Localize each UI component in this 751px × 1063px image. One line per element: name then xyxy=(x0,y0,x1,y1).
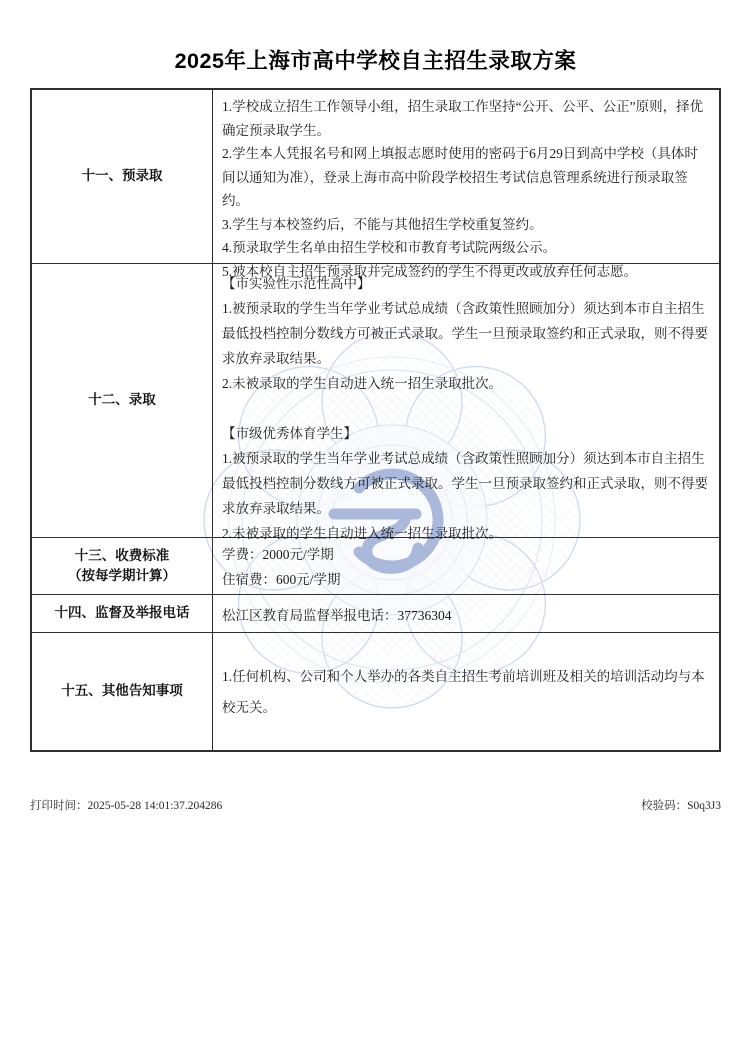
paragraph: 3.学生与本校签约后，不能与其他招生学校重复签约。 xyxy=(222,216,543,232)
table-row-admission xyxy=(32,263,719,541)
row-header-label: 十一、预录取 xyxy=(81,168,163,184)
row-header xyxy=(32,538,213,594)
table-row-pre-admission xyxy=(32,90,719,279)
boarding-fee: 住宿费：600元/学期 xyxy=(222,571,341,587)
paragraph: 4.预录取学生名单由招生学校和市教育考试院两级公示。 xyxy=(222,240,557,255)
doc-table xyxy=(30,88,721,752)
row-header-sublabel: （按每学期计算） xyxy=(68,568,176,583)
row-header-label: 十三、收费标准 xyxy=(74,547,170,563)
row-header-label: 十二、录取 xyxy=(88,392,156,408)
paragraph: 1.被预录取的学生当年学业考试总成绩（含政策性照顾加分）须达到本市自主招生最低投档控制分数线方可被正式录取。学生一旦预录取签约和正式录取，则不得要求放弃录取结果。 xyxy=(222,451,708,516)
row-header xyxy=(32,90,213,263)
row-content xyxy=(213,538,719,594)
row-content xyxy=(213,90,719,279)
paragraph: 2.未被录取的学生自动进入统一招生录取批次。 xyxy=(222,376,503,391)
paragraph: 1.任何机构、公司和个人举办的各类自主招生考前培训班及相关的培训活动均与本校无关。 xyxy=(222,669,705,715)
checksum: 校验码：S0q3J3 xyxy=(641,800,721,812)
tuition-fee: 学费：2000元/学期 xyxy=(222,546,334,562)
page-footer xyxy=(30,797,721,813)
paragraph: 5.被本校自主招生预录取并完成签约的学生不得更改或放弃任何志愿。 xyxy=(222,263,638,279)
table-row-fees xyxy=(32,537,719,594)
phone-line: 松江区教育局监督举报电话：37736304 xyxy=(222,608,452,623)
table-row-supervision-phone xyxy=(32,594,719,632)
paragraph: 2.学生本人凭报名号和网上填报志愿时使用的密码于6月29日到高中学校（具体时间以通知为准），登录上海市高中阶段学校招生考试信息管理系统进行预录取签约。 xyxy=(222,146,698,208)
section-title: 【市实验性示范性高中】 xyxy=(222,276,371,291)
paragraph: 1.学校成立招生工作领导小组，招生录取工作坚持“公开、公平、公正”原则，择优确定预录取学生。 xyxy=(222,99,704,138)
page-title: 2025年上海市高中学校自主招生录取方案 xyxy=(174,49,577,73)
row-header xyxy=(32,264,213,537)
row-header-label: 十五、其他告知事项 xyxy=(61,683,183,699)
paragraph: 2.未被录取的学生自动进入统一招生录取批次。 xyxy=(222,526,503,541)
row-header xyxy=(32,595,213,632)
row-content xyxy=(213,633,719,750)
print-time: 打印时间：2025-05-28 14:01:37.204286 xyxy=(30,800,223,812)
row-content xyxy=(213,595,719,632)
table-row-other-notices xyxy=(32,632,719,750)
paragraph: 1.被预录取的学生当年学业考试总成绩（含政策性照顾加分）须达到本市自主招生最低投档控制分数线方可被正式录取。学生一旦预录取签约和正式录取，则不得要求放弃录取结果。 xyxy=(222,301,708,366)
row-header xyxy=(32,633,213,750)
section-title: 【市级优秀体育学生】 xyxy=(222,426,357,441)
row-content xyxy=(213,264,719,541)
row-header-label: 十四、监督及举报电话 xyxy=(54,605,190,621)
